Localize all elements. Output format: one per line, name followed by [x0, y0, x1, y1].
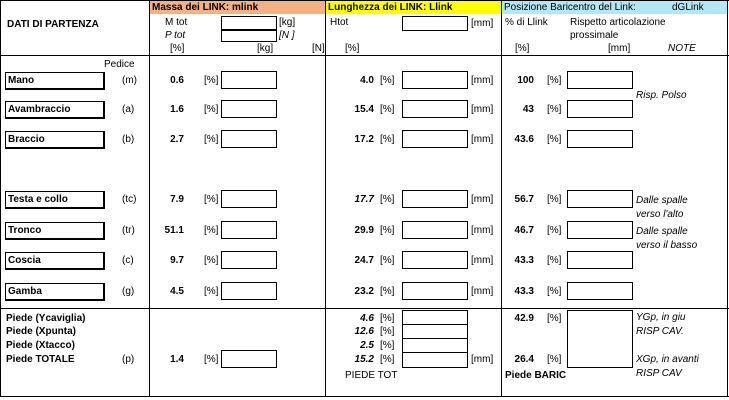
segment-lung-mm: [mm] — [471, 225, 494, 236]
segment-pedice: (b) — [122, 134, 135, 145]
pos-pct-unit: [%] — [515, 43, 530, 54]
segment-pos-input[interactable] — [567, 251, 633, 269]
prossimale-label: prossimale — [570, 30, 619, 41]
piede-xtacco-label: Piede (Xtacco) — [6, 340, 75, 351]
segment-pos-pct: [%] — [547, 134, 562, 145]
piede-baric-label: Piede BARIC — [505, 370, 567, 381]
piede-divider — [0, 308, 729, 309]
left-border — [0, 0, 1, 397]
posizione-title: Posizione Baricentro del Link: — [504, 2, 636, 13]
segment-pedice: (c) — [122, 255, 134, 266]
lung-pct-unit: [%] — [345, 43, 360, 54]
segment-lung-pct: [%] — [380, 75, 395, 86]
htot-unit: [mm] — [471, 18, 494, 29]
segment-massa-pct: [%] — [204, 75, 219, 86]
piede-l3-value: 2.5 — [360, 340, 374, 351]
segment-lung-input[interactable] — [402, 100, 468, 118]
segment-lung-value: 29.9 — [354, 225, 374, 236]
segment-pos-pct: [%] — [547, 225, 562, 236]
segment-massa-input[interactable] — [221, 71, 277, 89]
piede-l4-pct: [%] — [380, 354, 395, 365]
segment-massa-input[interactable] — [221, 251, 277, 269]
piede-massa-value: 1.4 — [170, 354, 184, 365]
segment-lung-mm: [mm] — [471, 194, 494, 205]
rispetto-label: Rispetto articolazione — [570, 17, 666, 28]
segment-massa-value: 2.7 — [170, 134, 184, 145]
segment-massa-value: 1.6 — [170, 104, 184, 115]
segment-lung-mm: [mm] — [471, 104, 494, 115]
segment-pedice: (tr) — [122, 225, 135, 236]
col-divider-2 — [325, 0, 326, 397]
segment-massa-pct: [%] — [204, 225, 219, 236]
bottom-border — [0, 396, 729, 397]
segment-pedice: (g) — [122, 286, 135, 297]
piede-note-y2: RISP CAV. — [636, 326, 684, 337]
massa-kg-unit: [kg] — [257, 43, 274, 54]
segment-lung-pct: [%] — [380, 225, 395, 236]
segment-name: Gamba — [8, 286, 42, 297]
segment-label-box — [5, 191, 105, 209]
piede-lung-sep-1 — [402, 324, 468, 325]
piede-ycaviglia-label: Piede (Ycaviglia) — [6, 313, 86, 324]
segment-pos-pct: [%] — [547, 75, 562, 86]
segment-note-1: Dalle spalle — [636, 226, 688, 237]
htot-input[interactable] — [402, 16, 468, 31]
segment-pos-input[interactable] — [567, 190, 633, 208]
pos-mm-unit: [mm] — [608, 43, 631, 54]
segment-massa-value: 0.6 — [170, 75, 184, 86]
mtot-unit: [kg] — [279, 17, 296, 28]
segment-massa-input[interactable] — [221, 282, 277, 300]
segment-lung-input[interactable] — [402, 282, 468, 300]
segment-pos-value: 43.6 — [514, 134, 534, 145]
segment-pos-value: 43.3 — [514, 286, 534, 297]
segment-lung-pct: [%] — [380, 104, 395, 115]
segment-lung-pct: [%] — [380, 134, 395, 145]
segment-massa-input[interactable] — [221, 190, 277, 208]
segment-lung-value: 4.0 — [360, 75, 374, 86]
segment-pos-value: 100 — [517, 75, 534, 86]
piede-l2-value: 12.6 — [354, 326, 374, 337]
piede-l3-pct: [%] — [380, 340, 395, 351]
segment-pos-value: 56.7 — [514, 194, 534, 205]
htot-label: Htot — [330, 17, 349, 28]
segment-pos-pct: [%] — [547, 286, 562, 297]
segment-massa-value: 9.7 — [170, 255, 184, 266]
segment-lung-input[interactable] — [402, 221, 468, 239]
segment-label-box — [5, 101, 105, 119]
segment-massa-pct: [%] — [204, 194, 219, 205]
piede-pos2-pct: [%] — [547, 354, 562, 365]
segment-pos-value: 46.7 — [514, 225, 534, 236]
segment-massa-pct: [%] — [204, 134, 219, 145]
piede-l1-pct: [%] — [380, 313, 395, 324]
segment-lung-pct: [%] — [380, 194, 395, 205]
segment-lung-mm: [mm] — [471, 255, 494, 266]
pedice-header: Pedice — [104, 59, 135, 70]
segment-massa-input[interactable] — [221, 100, 277, 118]
ptot-input[interactable] — [221, 30, 277, 42]
segment-massa-pct: [%] — [204, 255, 219, 266]
segment-label-box — [5, 222, 105, 240]
right-border — [727, 0, 728, 397]
mtot-label: M tot — [165, 17, 188, 28]
piede-totale-label: Piede TOTALE — [6, 354, 75, 365]
segment-massa-value: 51.1 — [164, 225, 184, 236]
segment-lung-input[interactable] — [402, 251, 468, 269]
segment-pos-input[interactable] — [567, 221, 633, 239]
segment-name: Mano — [8, 75, 35, 86]
piede-pos1-pct: [%] — [547, 313, 562, 324]
segment-lung-pct: [%] — [380, 255, 395, 266]
piede-note-x2: RISP CAV — [636, 368, 682, 379]
header-divider — [0, 55, 729, 56]
segment-pedice: (m) — [122, 75, 137, 86]
segment-pos-value: 43 — [522, 104, 534, 115]
segment-lung-value: 17.2 — [354, 134, 374, 145]
segment-label-box — [5, 72, 105, 90]
dglink-label: dGLink — [672, 2, 704, 13]
piede-l1-value: 4.6 — [360, 313, 374, 324]
segment-name: Braccio — [8, 134, 45, 145]
segment-pos-input[interactable] — [567, 130, 633, 148]
massa-header: Massa dei LINK: mlink — [150, 1, 325, 14]
piede-pos-input[interactable] — [567, 310, 633, 368]
segment-note-2: verso il basso — [636, 240, 698, 251]
segment-name: Testa e collo — [8, 194, 68, 205]
ptot-label: P tot — [165, 30, 186, 41]
piede-massa-input[interactable] — [221, 350, 277, 368]
dati-di-partenza: DATI DI PARTENZA — [7, 19, 99, 30]
segment-pos-input[interactable] — [567, 282, 633, 300]
segment-pos-input[interactable] — [567, 100, 633, 118]
segment-lung-mm: [mm] — [471, 286, 494, 297]
segment-lung-value: 15.4 — [354, 104, 374, 115]
segment-label-box — [5, 252, 105, 270]
segment-pos-input[interactable] — [567, 71, 633, 89]
segment-note-1: Dalle spalle — [636, 195, 688, 206]
piede-pos2-value: 26.4 — [514, 354, 534, 365]
segment-pos-pct: [%] — [547, 255, 562, 266]
segment-massa-input[interactable] — [221, 130, 277, 148]
ptot-unit: [N ] — [279, 30, 295, 41]
segment-massa-value: 7.9 — [170, 194, 184, 205]
segment-lung-input[interactable] — [402, 190, 468, 208]
piede-l2-pct: [%] — [380, 326, 395, 337]
massa-pct-unit: [%] — [170, 43, 185, 54]
segment-massa-input[interactable] — [221, 221, 277, 239]
segment-note-2: verso l'alto — [636, 209, 684, 220]
piede-note-y1: YGp, in giu — [636, 312, 686, 323]
note-header: NOTE — [668, 43, 696, 54]
piede-xpunta-label: Piede (Xpunta) — [6, 326, 77, 337]
piede-lung-sep-3 — [402, 352, 468, 353]
segment-lung-value: 17.7 — [354, 194, 374, 205]
segment-lung-input[interactable] — [402, 130, 468, 148]
segment-name: Coscia — [8, 255, 41, 266]
piede-pos1-value: 42.9 — [514, 313, 534, 324]
segment-lung-mm: [mm] — [471, 75, 494, 86]
segment-label-box — [5, 283, 105, 301]
segment-pedice: (a) — [122, 104, 135, 115]
segment-pos-pct: [%] — [547, 194, 562, 205]
pct-llink-label: % di Llink — [505, 17, 548, 28]
top-border — [0, 0, 729, 1]
segment-name: Avambraccio — [8, 104, 71, 115]
piede-l4-value: 15.2 — [354, 354, 374, 365]
piede-lung-sep-2 — [402, 338, 468, 339]
piede-tot-label: PIEDE TOT — [345, 370, 398, 381]
segment-pos-pct: [%] — [547, 104, 562, 115]
segment-massa-value: 4.5 — [170, 286, 184, 297]
piede-massa-pct: [%] — [204, 354, 219, 365]
segment-label-box — [5, 131, 105, 149]
segment-pedice: (tc) — [122, 194, 137, 205]
segment-lung-input[interactable] — [402, 71, 468, 89]
piede-note-x1: XGp, in avanti — [636, 354, 699, 365]
piede-lung-input[interactable] — [402, 310, 468, 368]
segment-lung-value: 24.7 — [354, 255, 374, 266]
piede-pedice: (p) — [122, 354, 135, 365]
segment-lung-mm: [mm] — [471, 134, 494, 145]
segment-massa-pct: [%] — [204, 104, 219, 115]
segment-lung-value: 23.2 — [354, 286, 374, 297]
segment-pos-value: 43.3 — [514, 255, 534, 266]
mtot-input[interactable] — [221, 16, 277, 30]
lunghezza-header: Lunghezza dei LINK: Llink — [326, 1, 501, 14]
segment-massa-pct: [%] — [204, 286, 219, 297]
segment-name: Tronco — [8, 225, 42, 236]
segment-note-2: Risp. Polso — [636, 90, 687, 101]
piede-lung-mm: [mm] — [471, 354, 494, 365]
massa-n-unit: [N] — [312, 43, 325, 54]
segment-lung-pct: [%] — [380, 286, 395, 297]
